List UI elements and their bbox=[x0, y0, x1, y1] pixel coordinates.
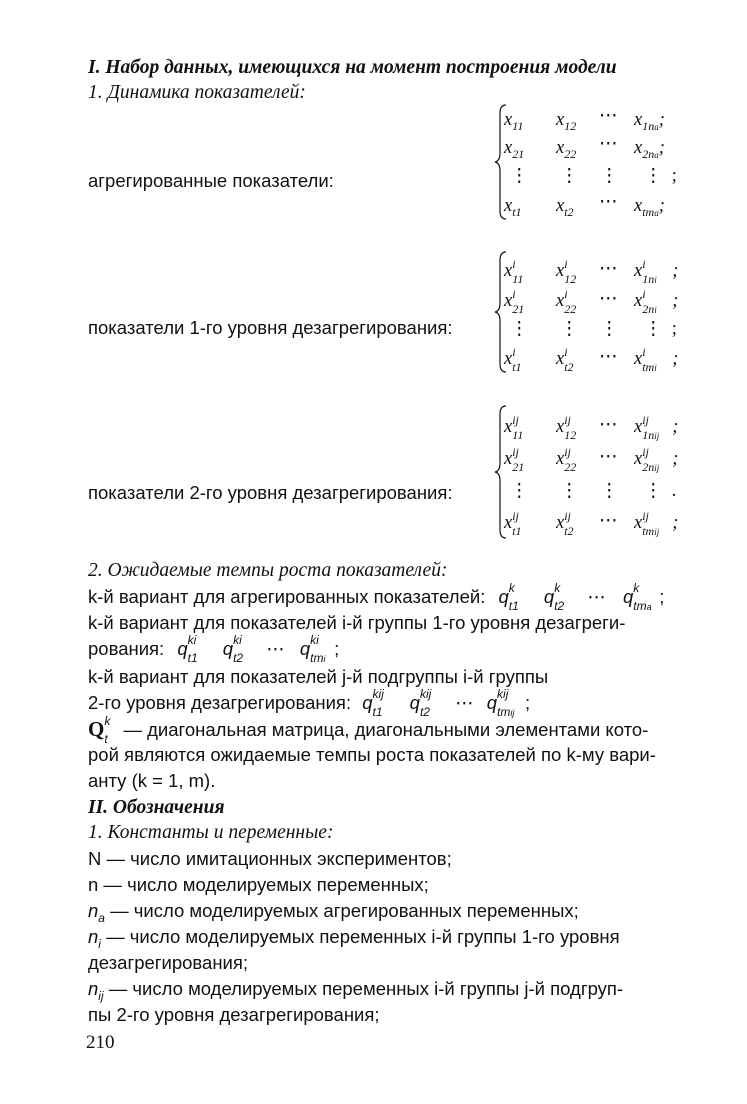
section-heading-2: II. Обозначения bbox=[88, 797, 225, 818]
level2-label: показатели 2-го уровня дезагрегирования: bbox=[88, 482, 453, 503]
definition-ni-b: дезагрегирования; bbox=[88, 952, 249, 973]
section-heading-1: I. Набор данных, имеющихся на момент построения модели bbox=[88, 57, 617, 78]
item-dynamics: 1. Динамика показателей: bbox=[88, 82, 306, 103]
definition-nij-a: $n_{ij}$ — число моделируемых переменных i-й группы j-й подгруп- bbox=[88, 978, 624, 1003]
k-aggregated-text: k-й вариант для агрегированных показателей: q k t1 q k t2 ⋯ q k tma ; bbox=[88, 581, 665, 613]
item-growth: 2. Ожидаемые темпы роста показателей: bbox=[88, 560, 448, 581]
q-matrix-description-b: рой являются ожидаемые темпы роста показателей по k-му вари- bbox=[88, 744, 656, 765]
k-level1-text-a: k-й вариант для показателей i-й группы 1-го уровня дезагреги- bbox=[88, 612, 626, 633]
definition-nij-b: пы 2-го уровня дезагрегирования; bbox=[88, 1004, 380, 1025]
level1-label: показатели 1-го уровня дезагрегирования: bbox=[88, 317, 453, 338]
k-level1-text-b: рования: q ki t1 q ki t2 ⋯ q ki tmi ; bbox=[88, 633, 340, 665]
level2-matrix: x ij 11 x ij 12 ⋯ x ij 1nij ; x ij 21 x ij 22 ⋯ x ij 2nij ; ⋮ ⋮ ⋮ ⋮ . x ij t1 x ij t2 ⋯ x ij tmij ; bbox=[494, 404, 694, 544]
aggregated-label: агрегированные показатели: bbox=[88, 170, 334, 191]
level1-matrix: x i 11 x i 12 ⋯ x i 1ni ; x i 21 x i 22 ⋯ x i 2ni ; ⋮ ⋮ ⋮ ⋮ ; x i t1 x i t2 ⋯ x i tmi ; bbox=[494, 250, 694, 378]
k-level2-text-a: k-й вариант для показателей j-й подгруппы i-й группы bbox=[88, 666, 549, 687]
q-matrix-description-a: Q k t — диагональная матрица, диагональными элементами кото- bbox=[88, 714, 649, 746]
aggregated-matrix: $x_{11}$ $x_{12}$ ⋯ $x_{1na}$; $x_{21}$ $x_{22}$ ⋯ $x_{2na}$; ⋮ ⋮ ⋮ ⋮ ; $x_{t1}$ $x_{t2}$ ⋯ $x_{tma}$; bbox=[494, 103, 694, 223]
definition-N: N — число имитационных экспериментов; bbox=[88, 848, 452, 869]
item-constants: 1. Константы и переменные: bbox=[88, 822, 334, 843]
k-level2-text-b: 2-го уровня дезагрегирования: q kij t1 q kij t2 ⋯ q kij tmij ; bbox=[88, 687, 531, 719]
definition-na: $n_a$ — число моделируемых агрегированных переменных; bbox=[88, 900, 579, 925]
definition-n: n — число моделируемых переменных; bbox=[88, 874, 429, 895]
page-number: 210 bbox=[86, 1032, 115, 1053]
q-matrix-description-c: анту (k = 1, m). bbox=[88, 770, 216, 791]
definition-ni-a: $n_i$ — число моделируемых переменных i-й группы 1-го уровня bbox=[88, 926, 620, 951]
